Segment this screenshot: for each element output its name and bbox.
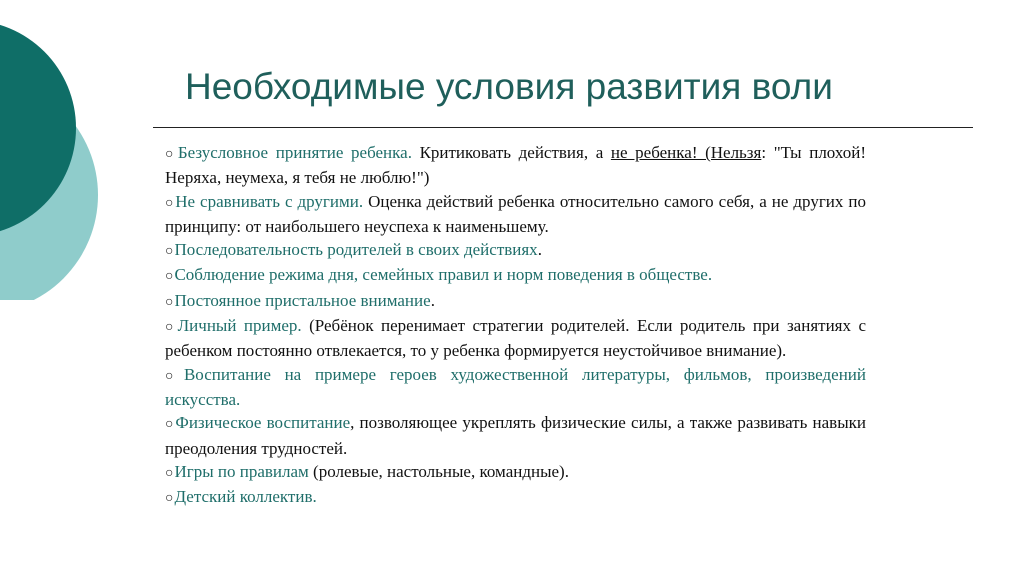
item-heading: Физическое воспитание: [175, 413, 351, 433]
open-circle-icon: ○: [165, 368, 183, 384]
item-text: Оценка действий ребенка относительно самого себя, а не других по принципу: от наибольшего неуспеха к наименьшему.: [165, 191, 867, 236]
list-item: [165, 485, 866, 510]
item-text: , позволяющее укреплять физические силы, а также развивать навыки преодоления трудностей.: [165, 413, 866, 458]
open-circle-icon: ○: [165, 147, 177, 162]
item-text: Критиковать действия, а: [411, 143, 611, 162]
item-underlined-text: не ребенка! (Нельзя: [610, 143, 762, 162]
item-heading: Последовательность родителей в своих действиях: [174, 240, 538, 260]
item-text: (Ребёнок перенимает стратегии родителей. Если родитель при занятиях с ребенком постоянно отвлекается, то у ребенка формируется неустойчивое внимание).: [165, 316, 866, 361]
item-text: .: [537, 240, 542, 260]
open-circle-icon: ○: [165, 195, 175, 211]
decorative-circles: [0, 0, 110, 300]
item-heading: Соблюдение режима дня, семейных правил и норм поведения в обществе.: [174, 265, 713, 285]
open-circle-icon: ○: [165, 417, 175, 433]
list-item: [165, 141, 866, 190]
item-heading: Личный пример.: [177, 316, 302, 336]
item-heading: Постоянное пристальное внимание: [174, 290, 431, 310]
item-heading: Безусловное принятие ребенка.: [177, 143, 412, 162]
open-circle-icon: ○: [165, 320, 177, 336]
slide-title: Необходимые условия развития воли: [185, 66, 833, 107]
list-item: [165, 363, 866, 412]
open-circle-icon: ○: [165, 465, 174, 481]
list-item: [165, 263, 866, 288]
list-item: [165, 411, 866, 460]
title-divider: [153, 127, 973, 128]
open-circle-icon: ○: [165, 294, 174, 310]
item-text: (ролевые, настольные, командные).: [308, 461, 569, 481]
item-heading: Воспитание на примере героев художественной литературы, фильмов, произведений искусства.: [165, 364, 866, 409]
open-circle-icon: ○: [165, 244, 174, 260]
item-heading: Детский коллектив.: [174, 487, 317, 507]
item-text: : "Ты плохой! Неряха, неумеха, я тебя не люблю!"): [165, 143, 866, 188]
open-circle-icon: ○: [165, 269, 174, 285]
list-item: [165, 460, 866, 485]
list-item: [165, 289, 866, 314]
list-item: [165, 190, 866, 239]
conditions-list: [165, 141, 866, 510]
item-heading: Игры по правилам: [174, 461, 309, 481]
list-item: [165, 238, 866, 263]
open-circle-icon: ○: [165, 491, 174, 507]
item-text: .: [430, 290, 435, 310]
list-item: [165, 314, 866, 363]
item-heading: Не сравнивать с другими.: [175, 191, 364, 211]
